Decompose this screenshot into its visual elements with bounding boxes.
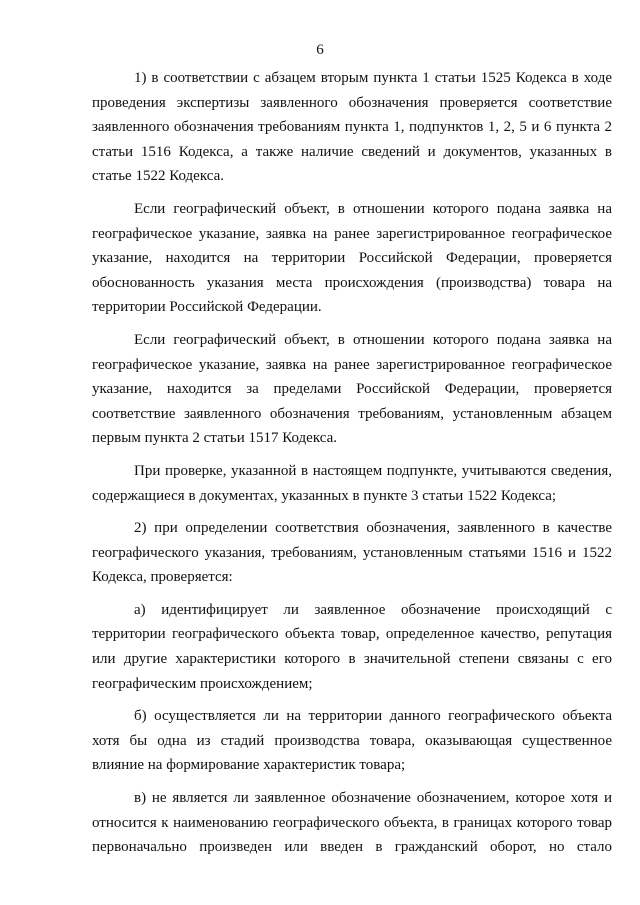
paragraph-object-abroad: Если географический объект, в отношении которого подана заявка на географическое указание, заявка на ранее зарегистрированное географическое указание, находится за пределами Российской Федерации, проверяется соответствие заявленного обозначения требованиям, установленным абзацем первым пункта 2 статьи 1517 Кодекса. — [92, 331, 612, 447]
paragraph-object-in-russia: Если географический объект, в отношении которого подана заявка на географическое указание, заявка на ранее зарегистрированное географическое указание, находится на территории Российской Федерации, проверяется обоснованность указания места происхождения (производства) товара на территории Российской Федерации. — [92, 200, 612, 316]
paragraph-item-b: б) осуществляется ли на территории данного географического объекта хотя бы одна из стадий производства товара, оказывающая существенное влияние на формирование характеристик товара; — [92, 708, 612, 774]
page-number: 6 — [316, 42, 324, 58]
paragraph-item-a: а) идентифицирует ли заявленное обозначение происходящий с территории географического объекта товар, определенное качество, репутация или другие характеристики которого в значительной степени связаны с его географическим происхождением; — [92, 601, 612, 692]
paragraph-verification-sources: При проверке, указанной в настоящем подпункте, учитываются сведения, содержащиеся в документах, указанных в пункте 3 статьи 1522 Кодекса; — [92, 462, 612, 504]
paragraph-item-c: в) не является ли заявленное обозначение обозначением, которое хотя и относится к наименованию географического объекта, в границах которого товар первоначально произведен или введен в гражданский оборот, но стало — [92, 790, 612, 856]
document-body — [92, 66, 612, 868]
paragraph-examination-scope: 1) в соответствии с абзацем вторым пункта 1 статьи 1525 Кодекса в ходе проведения экспертизы заявленного обозначения проверяется соответствие заявленного обозначения требованиям пункта 1, подпунктов 1, 2, 5 и 6 пункта 2 статьи 1516 Кодекса, а также наличие сведений и документов, указанных в статье 1522 Кодекса. — [92, 70, 612, 185]
paragraph-item-2-intro: 2) при определении соответствия обозначения, заявленного в качестве географического указания, требованиям, установленным статьями 1516 и 1522 Кодекса, проверяется: — [92, 520, 612, 586]
